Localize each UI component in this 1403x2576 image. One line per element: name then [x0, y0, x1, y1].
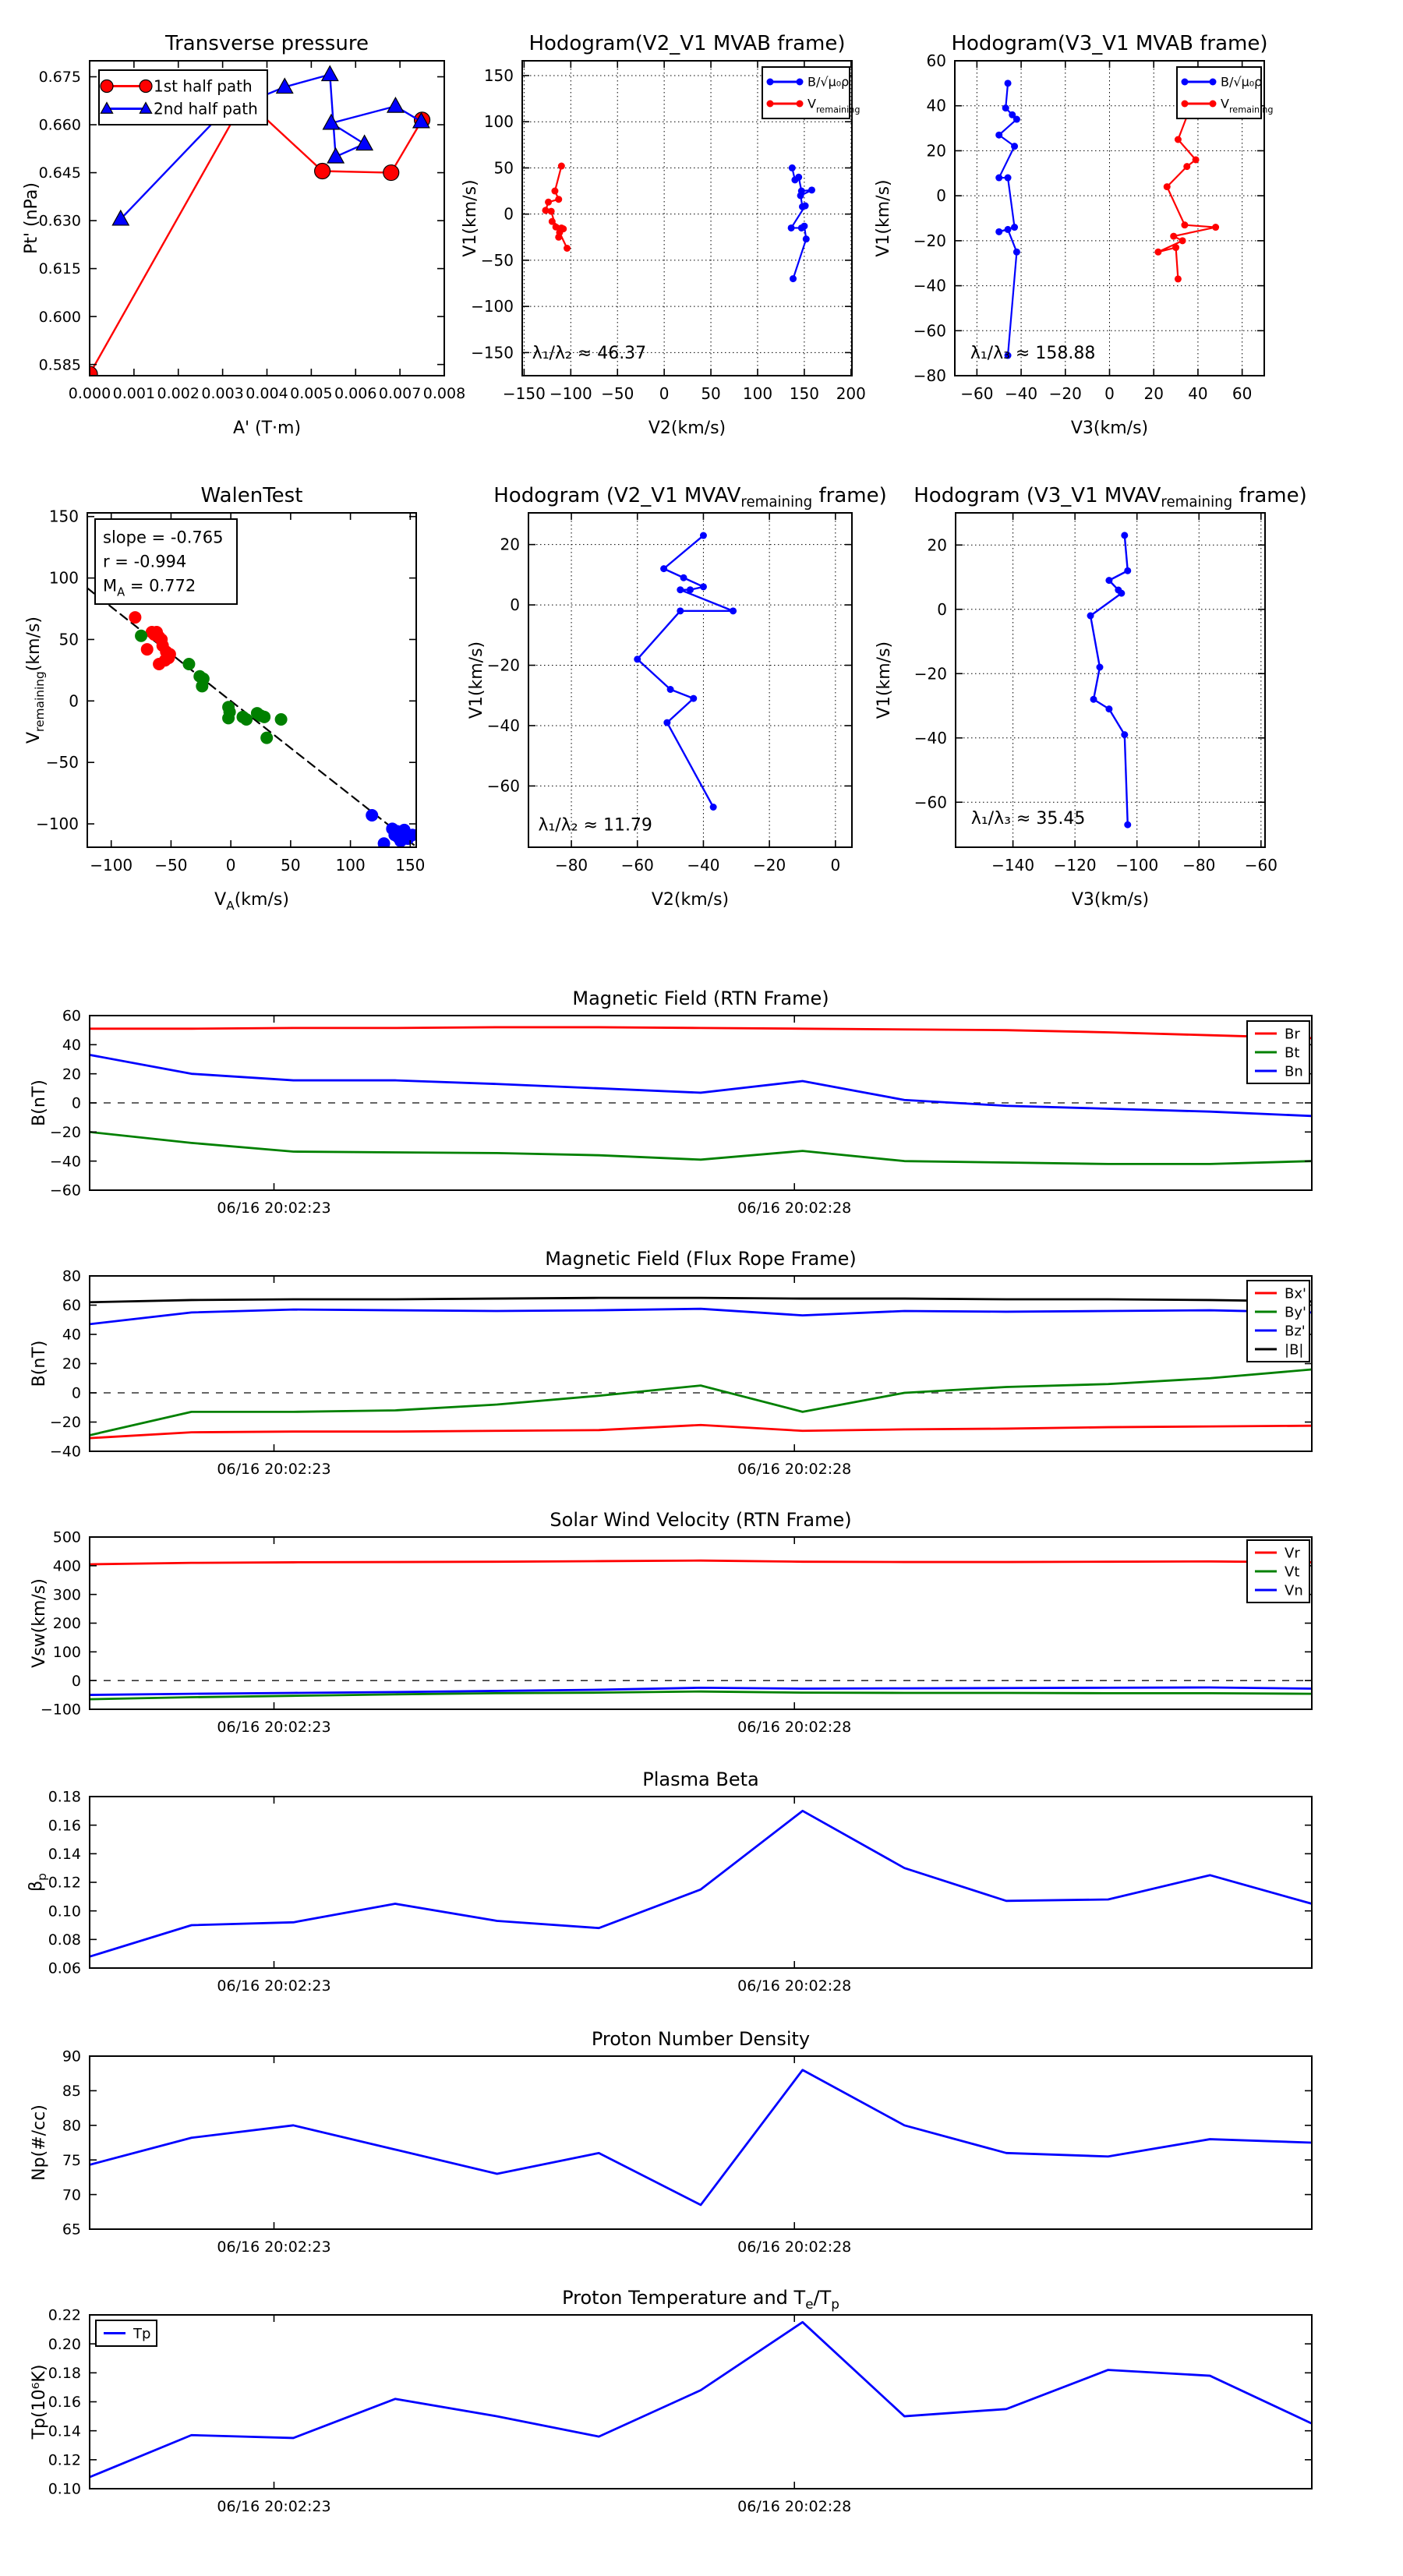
- mag-rtn-legend-label: Bn: [1285, 1063, 1303, 1080]
- chart-vsw-rtn: [30, 1509, 1312, 1736]
- proton-density-series-Np: [90, 2070, 1312, 2205]
- vsw-rtn-xtick-label: 06/16 20:02:23: [217, 1719, 331, 1736]
- hodogram-v3v1-mvav-xlabel: V3(km/s): [1071, 890, 1150, 910]
- hodogram-v3v1-mvab-ytick-label: −40: [913, 276, 946, 295]
- hodogram-v2v1-mvab-ytick-label: −100: [471, 297, 514, 316]
- proton-density-ytick-label: 85: [62, 2083, 81, 2101]
- plasma-beta-ytick-label: 0.12: [48, 1874, 81, 1892]
- transverse-pressure-legend-label: 2nd half path: [154, 99, 258, 118]
- vsw-rtn-legend: [1247, 1540, 1309, 1602]
- hodogram-v2v1-mvab-xtick-label: 150: [789, 384, 819, 403]
- vsw-rtn-ylabel: Vsw(km/s): [30, 1578, 49, 1668]
- hodogram-v2v1-mvab-title: Hodogram(V2_V1 MVAB frame): [528, 32, 846, 55]
- hodogram-v2v1-mvab-ytick-label: 150: [483, 65, 514, 85]
- hodogram-v2v1-mvab-legend-label: $V_{remaining}$: [808, 96, 861, 115]
- transverse-pressure-legend: [99, 70, 267, 125]
- proton-temp-ytick-label: 0.10: [48, 2480, 81, 2498]
- walen-test-xlabel: $V_A(km/s)$: [214, 890, 289, 913]
- hodogram-v3v1-mvav-border: [956, 513, 1265, 847]
- hodogram-v2v1-mvav-ytick-label: 20: [500, 535, 520, 554]
- mag-rtn-legend: [1247, 1021, 1309, 1083]
- hodogram-v3v1-mvav-title: Hodogram (V3_V1 $MVAV_{remaining}$ frame): [914, 484, 1307, 511]
- hodogram-v2v1-mvab-xlabel: V2(km/s): [648, 419, 726, 438]
- proton-density-xtick-label: 06/16 20:02:28: [737, 2239, 852, 2256]
- mag-fluxrope-ytick-label: 20: [62, 1355, 81, 1373]
- transverse-pressure-xtick-label: 0.000: [68, 385, 111, 402]
- hodogram-v3v1-mvab-xtick-label: 60: [1232, 384, 1253, 403]
- vsw-rtn-ytick-label: 0: [71, 1672, 81, 1690]
- walen-test-ytick-label: −100: [36, 814, 79, 834]
- proton-temp-xtick-label: 06/16 20:02:23: [217, 2498, 331, 2515]
- transverse-pressure-xtick-label: 0.004: [246, 385, 288, 402]
- hodogram-v2v1-mvav-ticks: [528, 513, 852, 847]
- proton-temp-ylabel: Tp(10⁶K): [30, 2364, 49, 2440]
- walen-test-ytick-label: 50: [58, 630, 79, 649]
- walen-test-stats-line: $M_A = 0.772$: [103, 576, 196, 599]
- hodogram-v2v1-mvav-ytick-label: 0: [510, 595, 520, 615]
- vsw-rtn-legend-label: Vr: [1285, 1545, 1300, 1562]
- transverse-pressure-series-1st half path: [82, 91, 430, 382]
- mag-fluxrope-title: Magnetic Field (Flux Rope Frame): [545, 1248, 857, 1270]
- mag-rtn-ytick-label: −40: [49, 1153, 81, 1171]
- hodogram-v2v1-mvab-series-V_{remaining}: [542, 163, 571, 252]
- vsw-rtn-ytick-label: 300: [52, 1586, 81, 1604]
- hodogram-v2v1-mvab-xtick-label: −150: [502, 384, 546, 403]
- plasma-beta-title: Plasma Beta: [642, 1769, 759, 1790]
- transverse-pressure-xtick-label: 0.005: [290, 385, 333, 402]
- proton-temp-xtick-label: 06/16 20:02:28: [737, 2498, 852, 2515]
- chart-hodogram-v3v1-mvab: [874, 32, 1273, 438]
- hodogram-v2v1-mvav-xtick-label: −20: [753, 856, 786, 875]
- proton-temp-border: [90, 2315, 1312, 2489]
- walen-test-series-scatter-1st-half: [129, 611, 176, 670]
- hodogram-v2v1-mvav-xtick-label: −40: [687, 856, 720, 875]
- hodogram-v2v1-mvab-xtick-label: −100: [549, 384, 592, 403]
- hodogram-v3v1-mvab-ytick-label: 20: [926, 141, 946, 161]
- hodogram-v3v1-mvav-series-V-path: [1087, 532, 1132, 828]
- proton-density-ytick-label: 65: [62, 2221, 81, 2239]
- mag-fluxrope-legend-label: Bz': [1285, 1323, 1306, 1340]
- transverse-pressure-ylabel: Pt' (nPa): [22, 182, 41, 254]
- hodogram-v2v1-mvav-xtick-label: −60: [620, 856, 654, 875]
- hodogram-v3v1-mvab-annotation: λ₁/λ₃ ≈ 158.88: [970, 343, 1096, 363]
- walen-test-series-scatter-2nd-half: [366, 809, 419, 850]
- mag-fluxrope-legend-label: By': [1285, 1304, 1306, 1321]
- vsw-rtn-ytick-label: 400: [52, 1557, 81, 1575]
- mag-rtn-series-Br: [90, 1027, 1312, 1038]
- plasma-beta-border: [90, 1797, 1312, 1968]
- hodogram-v2v1-mvav-annotation: λ₁/λ₂ ≈ 11.79: [538, 815, 652, 836]
- mag-rtn-ytick-label: 20: [62, 1065, 81, 1083]
- hodogram-v2v1-mvab-ytick-label: −50: [480, 250, 514, 270]
- proton-temp-ticks: [90, 2315, 1312, 2489]
- walen-test-xtick-label: 0: [225, 856, 236, 875]
- hodogram-v3v1-mvav-ylabel: V1(km/s): [875, 641, 894, 719]
- chart-hodogram-v3v1-mvav: [875, 484, 1307, 910]
- hodogram-v2v1-mvab-legend: [762, 67, 860, 118]
- walen-test-xtick-label: −50: [154, 856, 188, 875]
- hodogram-v3v1-mvav-xtick-label: −60: [1244, 856, 1278, 875]
- hodogram-v3v1-mvab-ytick-label: −20: [913, 231, 946, 250]
- hodogram-v2v1-mvab-xtick-label: 200: [836, 384, 866, 403]
- hodogram-v2v1-mvav-xtick-label: 0: [830, 856, 841, 875]
- hodogram-v3v1-mvav-ytick-label: −60: [914, 793, 947, 812]
- hodogram-v3v1-mvav-grid: [956, 513, 1265, 847]
- hodogram-v2v1-mvab-xtick-label: −50: [601, 384, 634, 403]
- hodogram-v3v1-mvab-xtick-label: 20: [1143, 384, 1164, 403]
- hodogram-v3v1-mvav-ticks: [956, 513, 1265, 847]
- hodogram-v3v1-mvab-legend-label: B/√μ₀ρ: [1221, 74, 1263, 90]
- mag-rtn-series-Bt: [90, 1132, 1312, 1164]
- proton-temp-legend: [96, 2320, 157, 2346]
- hodogram-v3v1-mvab-ytick-label: −60: [913, 321, 946, 341]
- plasma-beta-ytick-label: 0.16: [48, 1817, 81, 1835]
- transverse-pressure-ytick-label: 0.585: [38, 356, 81, 374]
- transverse-pressure-ytick-label: 0.615: [38, 260, 81, 278]
- chart-transverse-pressure: [22, 32, 465, 438]
- walen-test-xtick-label: 50: [281, 856, 301, 875]
- mag-rtn-title: Magnetic Field (RTN Frame): [572, 988, 829, 1009]
- hodogram-v3v1-mvab-legend-label: $V_{remaining}$: [1221, 96, 1274, 115]
- mag-fluxrope-xtick-label: 06/16 20:02:28: [737, 1461, 852, 1478]
- proton-density-ytick-label: 80: [62, 2117, 81, 2135]
- mag-rtn-ylabel: B(nT): [30, 1080, 49, 1126]
- transverse-pressure-title: Transverse pressure: [165, 32, 369, 55]
- hodogram-v3v1-mvab-xlabel: V3(km/s): [1070, 419, 1149, 438]
- mag-fluxrope-legend-label: Bx': [1285, 1285, 1306, 1302]
- mag-fluxrope-legend: [1247, 1281, 1309, 1362]
- mag-fluxrope-ytick-label: 60: [62, 1297, 81, 1315]
- proton-temp-ytick-label: 0.14: [48, 2422, 81, 2440]
- hodogram-v3v1-mvab-xtick-label: 0: [1104, 384, 1115, 403]
- mag-rtn-legend-label: Br: [1285, 1026, 1300, 1043]
- chart-mag-fluxrope: [30, 1248, 1312, 1478]
- transverse-pressure-xtick-label: 0.002: [157, 385, 200, 402]
- transverse-pressure-ytick-label: 0.645: [38, 164, 81, 182]
- vsw-rtn-legend-label: Vn: [1285, 1582, 1303, 1599]
- walen-test-ylabel: $V_{remaining}(km/s)$: [24, 617, 47, 744]
- walen-test-title: WalenTest: [200, 484, 303, 507]
- hodogram-v3v1-mvab-xtick-label: −40: [1004, 384, 1038, 403]
- proton-density-ytick-label: 70: [62, 2186, 81, 2204]
- plasma-beta-xtick-label: 06/16 20:02:23: [217, 1977, 331, 1995]
- proton-density-xtick-label: 06/16 20:02:23: [217, 2239, 331, 2256]
- transverse-pressure-xtick-label: 0.006: [334, 385, 377, 402]
- mag-fluxrope-series-Bz': [90, 1309, 1312, 1324]
- mag-fluxrope-xtick-label: 06/16 20:02:23: [217, 1461, 331, 1478]
- hodogram-v3v1-mvab-ytick-label: 40: [926, 96, 946, 115]
- hodogram-v2v1-mvab-ylabel: V1(km/s): [461, 179, 480, 257]
- mag-fluxrope-legend-label: |B|: [1285, 1341, 1304, 1359]
- walen-test-ytick-label: 0: [69, 691, 79, 711]
- mag-fluxrope-ytick-label: 0: [71, 1384, 81, 1402]
- chart-hodogram-v2v1-mvab: [461, 32, 866, 438]
- chart-walen-test: [24, 484, 425, 913]
- hodogram-v3v1-mvab-series-B/√μ₀ρ: [995, 80, 1020, 359]
- plasma-beta-ytick-label: 0.06: [48, 1959, 81, 1977]
- proton-temp-ytick-label: 0.12: [48, 2451, 81, 2469]
- vsw-rtn-ytick-label: 500: [52, 1528, 81, 1546]
- plasma-beta-ylabel: $\beta_p$: [27, 1873, 49, 1892]
- plasma-beta-ytick-label: 0.08: [48, 1931, 81, 1949]
- hodogram-v3v1-mvav-ytick-label: 20: [927, 535, 947, 555]
- hodogram-v3v1-mvab-ylabel: V1(km/s): [874, 179, 893, 257]
- proton-temp-series-Tp: [90, 2322, 1312, 2477]
- hodogram-v2v1-mvav-ytick-label: −20: [486, 655, 520, 675]
- proton-temp-ytick-label: 0.18: [48, 2364, 81, 2382]
- mag-rtn-legend-label: Bt: [1285, 1044, 1300, 1062]
- hodogram-v2v1-mvav-grid: [528, 513, 852, 847]
- mag-fluxrope-ylabel: B(nT): [30, 1340, 49, 1387]
- hodogram-v3v1-mvav-xtick-label: −120: [1053, 856, 1097, 875]
- hodogram-v2v1-mvab-xtick-label: 50: [701, 384, 721, 403]
- hodogram-v3v1-mvab-xtick-label: −60: [960, 384, 994, 403]
- walen-test-stats-line: r = -0.994: [103, 552, 187, 571]
- proton-temp-title: Proton Temperature and $T_e/T_p$: [562, 2287, 839, 2312]
- proton-temp-ytick-label: 0.16: [48, 2394, 81, 2412]
- mag-fluxrope-ytick-label: 40: [62, 1326, 81, 1344]
- hodogram-v3v1-mvab-xtick-label: −20: [1048, 384, 1082, 403]
- hodogram-v2v1-mvab-ytick-label: 50: [493, 158, 514, 178]
- transverse-pressure-ytick-label: 0.675: [38, 69, 81, 87]
- hodogram-v3v1-mvab-ytick-label: 60: [926, 51, 946, 70]
- chart-plasma-beta: [27, 1769, 1312, 1995]
- hodogram-v3v1-mvab-title: Hodogram(V3_V1 MVAB frame): [951, 32, 1268, 55]
- plasma-beta-ticks: [90, 1797, 1312, 1968]
- chart-proton-temp: [30, 2287, 1312, 2515]
- chart-hodogram-v2v1-mvav: [467, 484, 887, 910]
- hodogram-v2v1-mvav-xlabel: V2(km/s): [651, 890, 730, 910]
- vsw-rtn-ytick-label: −100: [40, 1701, 81, 1719]
- vsw-rtn-ytick-label: 200: [52, 1615, 81, 1633]
- hodogram-v2v1-mvab-series-B/√μ₀ρ: [788, 164, 815, 282]
- transverse-pressure-ytick-label: 0.630: [38, 212, 81, 230]
- mag-fluxrope-ytick-label: 80: [62, 1267, 81, 1285]
- transverse-pressure-xtick-label: 0.008: [422, 385, 466, 402]
- vsw-rtn-series-Vr: [90, 1560, 1312, 1564]
- vsw-rtn-legend-label: Vt: [1285, 1564, 1300, 1581]
- hodogram-v2v1-mvav-ytick-label: −40: [486, 716, 520, 735]
- vsw-rtn-xtick-label: 06/16 20:02:28: [737, 1719, 852, 1736]
- plasma-beta-ytick-label: 0.10: [48, 1903, 81, 1921]
- walen-test-ytick-label: −50: [45, 753, 79, 772]
- hodogram-v2v1-mvab-xtick-label: 100: [742, 384, 773, 403]
- transverse-pressure-xtick-label: 0.001: [112, 385, 156, 402]
- proton-temp-ytick-label: 0.22: [48, 2306, 81, 2324]
- proton-temp-legend-label: Tp: [133, 2325, 151, 2342]
- mag-rtn-ytick-label: 40: [62, 1036, 81, 1054]
- transverse-pressure-ytick-label: 0.660: [38, 116, 81, 134]
- walen-test-stats-line: slope = -0.765: [103, 528, 224, 547]
- hodogram-v3v1-mvab-ytick-label: 0: [936, 186, 946, 206]
- mag-fluxrope-series-Bx': [90, 1425, 1312, 1438]
- plasma-beta-ytick-label: 0.18: [48, 1788, 81, 1806]
- hodogram-v2v1-mvab-legend-label: B/√μ₀ρ: [808, 74, 850, 90]
- plasma-beta-ytick-label: 0.14: [48, 1845, 81, 1863]
- mag-rtn-series-Bn: [90, 1055, 1312, 1115]
- transverse-pressure-xtick-label: 0.003: [201, 385, 244, 402]
- proton-temp-ytick-label: 0.20: [48, 2335, 81, 2353]
- hodogram-v2v1-mvab-ytick-label: −150: [471, 343, 514, 362]
- mag-fluxrope-ytick-label: −40: [49, 1443, 81, 1461]
- hodogram-v2v1-mvab-ytick-label: 100: [483, 112, 514, 132]
- mag-rtn-xtick-label: 06/16 20:02:28: [737, 1200, 852, 1217]
- hodogram-v3v1-mvab-ytick-label: −80: [913, 366, 946, 385]
- hodogram-v2v1-mvab-xtick-label: 0: [659, 384, 670, 403]
- hodogram-v3v1-mvab-legend: [1177, 67, 1273, 118]
- hodogram-v2v1-mvav-title: Hodogram (V2_V1 $MVAV_{remaining}$ frame): [493, 484, 887, 511]
- walen-test-ytick-label: 100: [48, 568, 79, 588]
- proton-density-ylabel: Np(#/cc): [30, 2104, 49, 2181]
- hodogram-v3v1-mvav-xtick-label: −80: [1182, 856, 1216, 875]
- mag-rtn-xtick-label: 06/16 20:02:23: [217, 1200, 331, 1217]
- hodogram-v2v1-mvav-xtick-label: −80: [554, 856, 588, 875]
- hodogram-v2v1-mvav-border: [528, 513, 852, 847]
- hodogram-v2v1-mvav-ytick-label: −60: [486, 776, 520, 796]
- hodogram-v3v1-mvav-xtick-label: −100: [1115, 856, 1159, 875]
- mag-fluxrope-series-|B|: [90, 1298, 1312, 1302]
- hodogram-v3v1-mvav-annotation: λ₁/λ₃ ≈ 35.45: [970, 808, 1086, 829]
- transverse-pressure-legend-label: 1st half path: [154, 76, 253, 96]
- hodogram-v2v1-mvav-ylabel: V1(km/s): [467, 641, 486, 719]
- mag-rtn-ytick-label: −20: [49, 1123, 81, 1141]
- hodogram-v3v1-mvav-ytick-label: −40: [914, 728, 947, 747]
- mag-fluxrope-ytick-label: −20: [49, 1414, 81, 1432]
- plasma-beta-series-beta-p: [90, 1811, 1312, 1956]
- proton-density-ytick-label: 75: [62, 2151, 81, 2169]
- walen-test-ytick-label: 150: [48, 507, 79, 526]
- hodogram-v2v1-mvav-series-V-path: [634, 532, 737, 811]
- walen-test-xtick-label: 150: [395, 856, 426, 875]
- plasma-beta-xtick-label: 06/16 20:02:28: [737, 1977, 852, 1995]
- hodogram-v3v1-mvav-ytick-label: −20: [914, 664, 947, 684]
- mag-rtn-ytick-label: 0: [71, 1094, 81, 1112]
- hodogram-v3v1-mvab-series-V_{remaining}: [1154, 96, 1219, 283]
- chart-mag-rtn: [30, 988, 1312, 1217]
- vsw-rtn-title: Solar Wind Velocity (RTN Frame): [550, 1509, 852, 1531]
- hodogram-v3v1-mvab-xtick-label: 40: [1188, 384, 1208, 403]
- mag-rtn-ytick-label: 60: [62, 1007, 81, 1025]
- walen-test-stats-box: [95, 519, 237, 604]
- proton-density-ytick-label: 90: [62, 2048, 81, 2065]
- chart-proton-density: [30, 2028, 1312, 2256]
- hodogram-v2v1-mvab-annotation: λ₁/λ₂ ≈ 46.37: [532, 343, 647, 363]
- walen-test-xtick-label: 100: [335, 856, 366, 875]
- walen-test-xtick-label: −100: [90, 856, 133, 875]
- transverse-pressure-ytick-label: 0.600: [38, 308, 81, 326]
- vsw-rtn-ytick-label: 100: [52, 1643, 81, 1661]
- hodogram-v3v1-mvav-ytick-label: 0: [937, 599, 947, 619]
- transverse-pressure-xlabel: A' (T·m): [232, 419, 302, 438]
- mag-rtn-ytick-label: −60: [49, 1182, 81, 1200]
- transverse-pressure-xtick-label: 0.007: [378, 385, 422, 402]
- hodogram-v3v1-mvav-xtick-label: −140: [991, 856, 1035, 875]
- hodogram-v2v1-mvab-ytick-label: 0: [504, 204, 514, 224]
- proton-density-title: Proton Number Density: [591, 2028, 811, 2050]
